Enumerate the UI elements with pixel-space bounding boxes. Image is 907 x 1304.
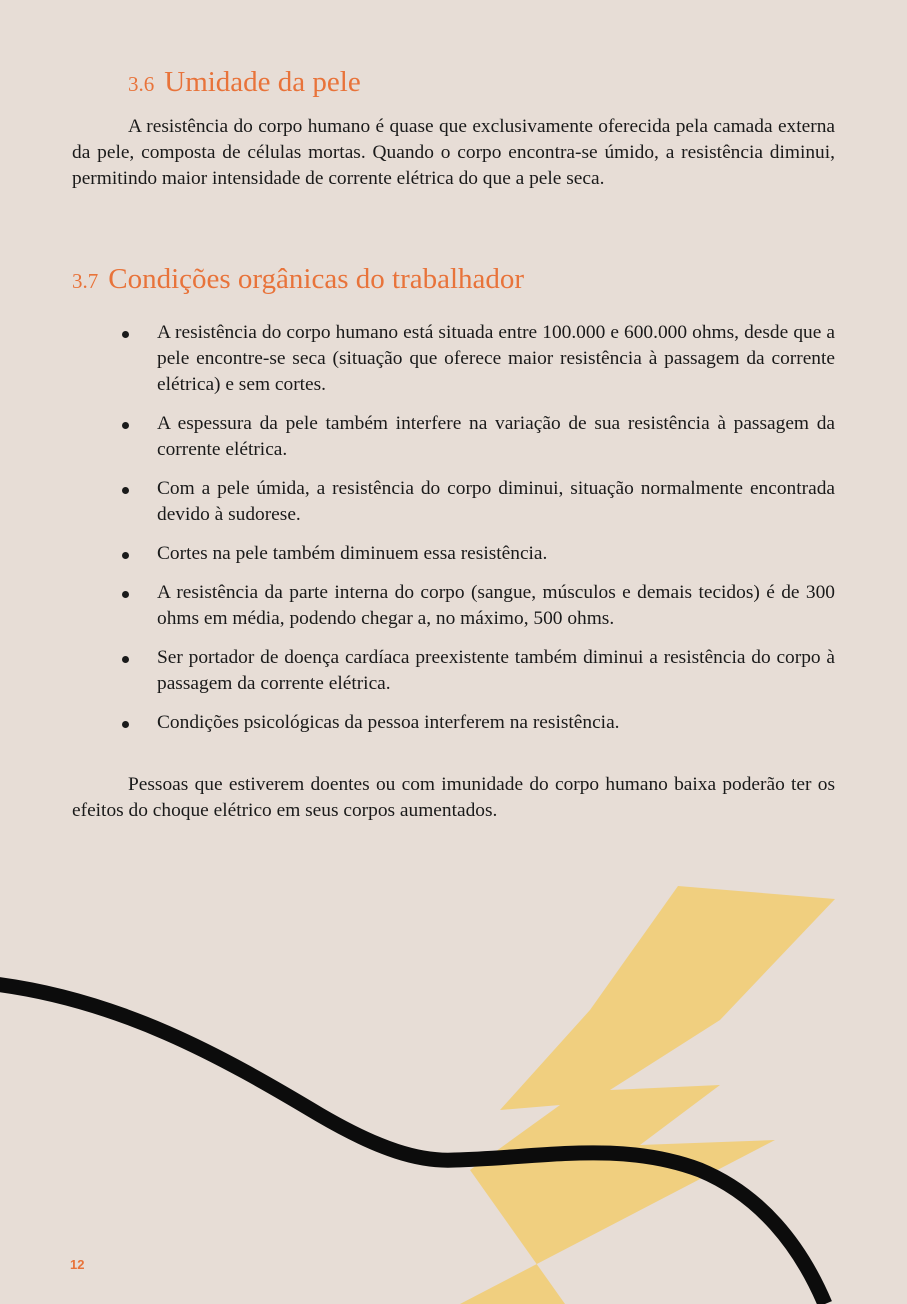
list-item-text: A resistência do corpo humano está situada entre 100.000 e 600.000 ohms, desde que a pele encontre-se seca (situação que oferece maior resistência à passagem da corrente elétrica) e sem cortes.	[157, 322, 835, 396]
bullet-icon	[122, 591, 129, 598]
section-title: Condições orgânicas do trabalhador	[108, 263, 525, 295]
list-item-text: A espessura da pele também interfere na variação de sua resistência à passagem da corrente elétrica.	[157, 413, 835, 461]
bullet-icon	[122, 552, 129, 559]
section-number: 3.7	[72, 269, 99, 293]
list-item-text: Com a pele úmida, a resistência do corpo diminui, situação normalmente encontrada devido à sudorese.	[157, 478, 835, 526]
list-item	[72, 476, 835, 528]
list-item	[72, 411, 835, 463]
section-number: 3.6	[128, 72, 155, 96]
bullet-icon	[122, 487, 129, 494]
section-heading-3-7	[72, 263, 524, 296]
bullet-icon	[122, 331, 129, 338]
bullet-icon	[122, 656, 129, 663]
closing-paragraph: Pessoas que estiverem doentes ou com imunidade do corpo humano baixa poderão ter os efeitos do choque elétrico em seus corpos aumentados.	[72, 774, 835, 822]
section-heading-3-6	[128, 66, 361, 99]
list-item	[72, 710, 835, 736]
list-item	[72, 541, 835, 567]
list-item	[72, 320, 835, 399]
page-number: 12	[70, 1257, 85, 1272]
lightning-bolt-icon	[460, 886, 835, 1304]
list-item-text: Condições psicológicas da pessoa interferem na resistência.	[157, 712, 620, 733]
list-item	[72, 645, 835, 697]
section-paragraph-umidade: A resistência do corpo humano é quase que exclusivamente oferecida pela camada externa da pele, composta de células mortas. Quando o corpo encontra-se úmido, a resistência diminui, permitindo maior intensidade de corrente elétrica do que a pele seca.	[72, 116, 835, 190]
conditions-list	[72, 320, 835, 749]
list-item	[72, 580, 835, 632]
bullet-icon	[122, 721, 129, 728]
section-title: Umidade da pele	[164, 66, 361, 98]
bullet-icon	[122, 422, 129, 429]
list-item-text: A resistência da parte interna do corpo (sangue, músculos e demais tecidos) é de 300 ohms em média, podendo chegar a, no máximo, 500 ohms.	[157, 582, 835, 630]
list-item-text: Cortes na pele também diminuem essa resistência.	[157, 543, 548, 565]
list-item-text: Ser portador de doença cardíaca preexistente também diminui a resistência do corpo à passagem da corrente elétrica.	[157, 647, 835, 695]
